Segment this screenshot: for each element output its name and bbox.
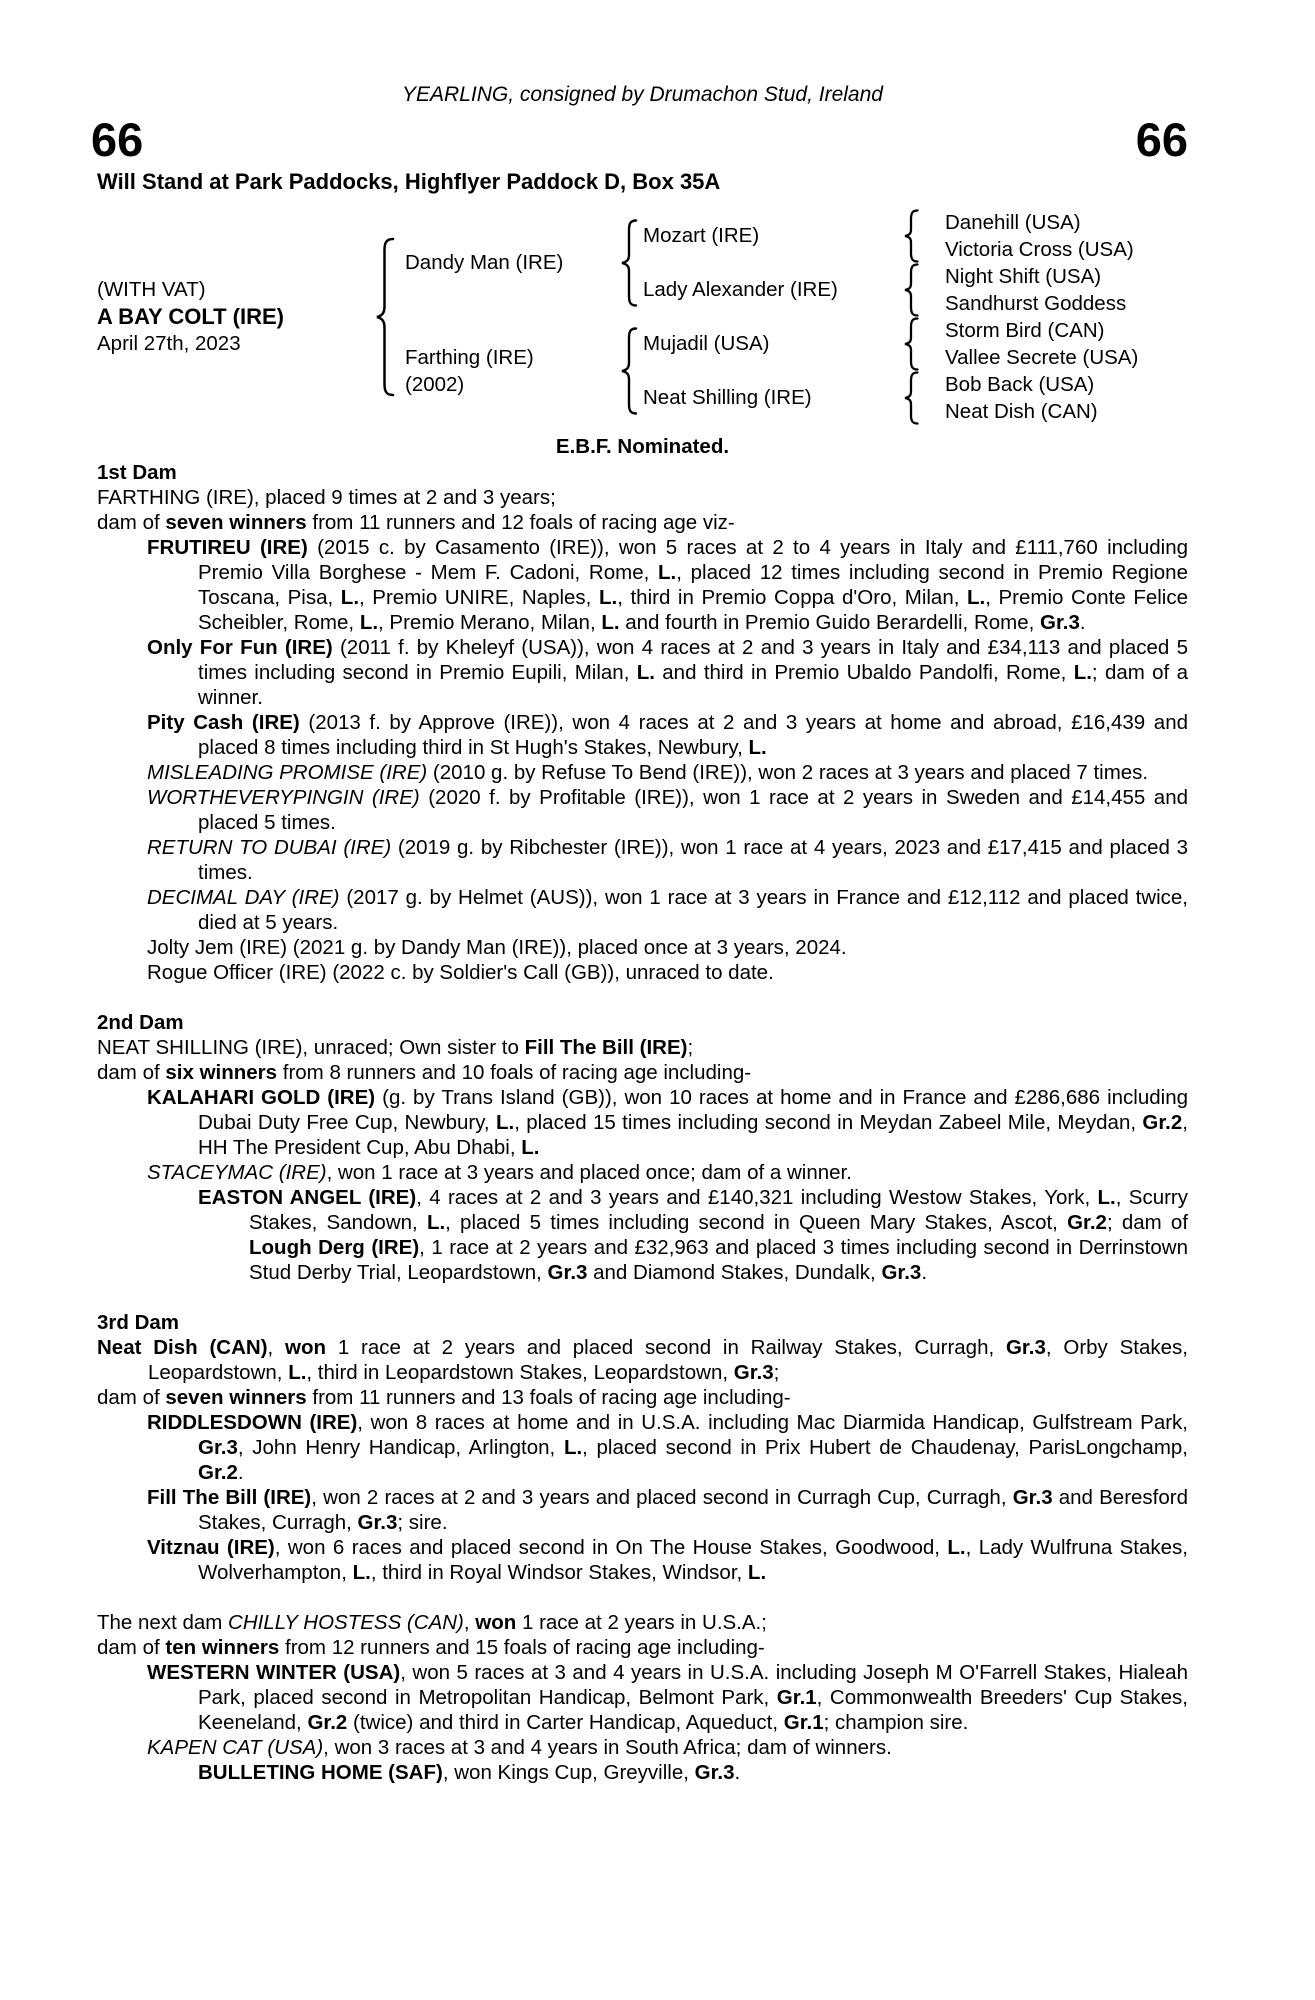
- catalogue-paragraph: [147, 1085, 1188, 1160]
- text-run: , won 1 race at 3 years and placed once; dam of a winner.: [326, 1161, 852, 1184]
- bold-text-run: L.: [563, 1436, 583, 1459]
- lot-number-right: 66: [1135, 113, 1188, 166]
- bold-text-run: L.: [521, 1136, 540, 1159]
- pedigree-brace-gen1: [375, 237, 395, 397]
- text-run: dam of: [97, 1061, 166, 1084]
- bold-text-run: Fill The Bill (IRE): [147, 1486, 312, 1509]
- catalogue-paragraph: [97, 1610, 1188, 1635]
- text-run: , John Henry Handicap, Arlington,: [237, 1436, 564, 1459]
- text-run: ; sire.: [397, 1511, 448, 1534]
- catalogue-paragraph: [147, 1660, 1188, 1735]
- text-run: , third in Royal Windsor Stakes, Windsor,: [370, 1561, 748, 1584]
- text-run: (2015 c. by Casamento (IRE)), won 5 races at 2 to 4 years in Italy and £111,760 including Premio Villa Borghese - Mem F. Cadoni, Rome,: [198, 536, 1188, 584]
- catalogue-paragraph: [147, 885, 1188, 935]
- bold-text-run: Gr.3: [198, 1436, 238, 1459]
- horse-title: A BAY COLT (IRE): [97, 304, 285, 329]
- catalogue-paragraph: [97, 1335, 1188, 1385]
- bold-text-run: Gr.3: [1012, 1486, 1053, 1509]
- bold-text-run: L.: [352, 1561, 371, 1584]
- dam-dam-name: Neat Shilling (IRE): [643, 386, 812, 409]
- bold-text-run: Gr.2: [307, 1711, 348, 1734]
- text-run: , Premio Conte Felice Scheibler, Rome,: [198, 586, 1188, 634]
- catalogue-paragraph: [147, 835, 1188, 885]
- bold-text-run: EASTON ANGEL (IRE): [198, 1186, 417, 1209]
- catalogue-paragraph: [97, 510, 1188, 535]
- pedigree-brace-sire: [620, 219, 638, 307]
- catalogue-paragraph: [97, 1035, 1188, 1060]
- bold-text-run: Gr.2: [1142, 1111, 1183, 1134]
- catalogue-paragraph: [97, 485, 1188, 510]
- text-run: , placed 15 times including second in Meydan Zabeel Mile, Meydan,: [514, 1111, 1143, 1134]
- text-run: , won Kings Cup, Greyville,: [442, 1761, 695, 1784]
- bold-text-run: L.: [967, 586, 986, 609]
- bold-text-run: won: [285, 1336, 327, 1359]
- text-run: , won 3 races at 3 and 4 years in South Africa; dam of winners.: [323, 1736, 892, 1759]
- bold-text-run: Gr.3: [1005, 1336, 1046, 1359]
- bold-text-run: Gr.3: [547, 1261, 588, 1284]
- text-run: dam of: [97, 1386, 166, 1409]
- great-grandparent-name: Vallee Secrete (USA): [945, 346, 1139, 369]
- catalogue-paragraph: [147, 1160, 1188, 1185]
- pedigree-brace-dam: [620, 327, 638, 415]
- bold-text-run: six winners: [165, 1061, 278, 1084]
- text-run: Jolty Jem (IRE) (2021 g. by Dandy Man (IRE)), placed once at 3 years, 2024.: [147, 936, 847, 959]
- great-grandparent-name: Storm Bird (CAN): [945, 319, 1105, 342]
- bold-text-run: L.: [340, 586, 360, 609]
- italic-text-run: MISLEADING PROMISE (IRE): [147, 761, 428, 784]
- bold-text-run: won: [475, 1611, 517, 1634]
- italic-text-run: CHILLY HOSTESS (CAN): [228, 1611, 464, 1634]
- section-heading: 3rd Dam: [97, 1311, 180, 1334]
- text-run: , Premio Merano, Milan,: [378, 611, 602, 634]
- italic-text-run: WORTHEVERYPINGIN (IRE): [147, 786, 420, 809]
- lot-number-left: 66: [91, 113, 144, 166]
- dam-name: Farthing (IRE): [405, 346, 534, 369]
- bold-text-run: L.: [495, 1111, 515, 1134]
- text-run: dam of: [97, 511, 166, 534]
- text-run: NEAT SHILLING (IRE), unraced; Own sister to: [97, 1036, 525, 1059]
- text-run: ,: [267, 1336, 286, 1359]
- ebf-nomination-note: E.B.F. Nominated.: [555, 435, 730, 458]
- catalogue-paragraph: [147, 635, 1188, 710]
- text-run: , won 5 races at 3 and 4 years in U.S.A. including Joseph M O'Farrell Stakes, Hialeah Park, placed second in Metropolitan Handicap, Belmont Park,: [198, 1661, 1188, 1709]
- text-run: ; dam of a winner.: [198, 661, 1188, 709]
- catalogue-paragraph: [147, 960, 1188, 985]
- bold-text-run: ten winners: [165, 1636, 280, 1659]
- section-heading: 1st Dam: [97, 461, 177, 484]
- catalogue-paragraph: [198, 1760, 1188, 1785]
- vat-note: (WITH VAT): [97, 278, 206, 301]
- text-run: (2011 f. by Kheleyf (USA)), won 4 races at 2 and 3 years in Italy and £34,113 and placed 5 times including second in Premio Eupili, Milan,: [198, 636, 1188, 684]
- text-run: and third in Premio Ubaldo Pandolfi, Rome,: [654, 661, 1074, 684]
- italic-text-run: STACEYMAC (IRE): [147, 1161, 327, 1184]
- text-run: , 4 races at 2 and 3 years and £140,321 including Westow Stakes, York,: [416, 1186, 1098, 1209]
- text-run: .: [237, 1461, 244, 1484]
- bold-text-run: WESTERN WINTER (USA): [147, 1661, 401, 1684]
- text-run: (2010 g. by Refuse To Bend (IRE)), won 2 races at 3 years and placed 7 times.: [427, 761, 1149, 784]
- great-grandparent-name: Neat Dish (CAN): [945, 400, 1098, 423]
- consignment-line: YEARLING, consigned by Drumachon Stud, Ireland: [402, 83, 883, 106]
- catalogue-paragraph: [97, 1635, 1188, 1660]
- bold-text-run: L.: [288, 1361, 307, 1384]
- bold-text-run: L.: [748, 736, 767, 759]
- catalogue-paragraph: [198, 1185, 1189, 1285]
- catalogue-paragraph: [147, 710, 1188, 760]
- bold-text-run: Gr.3: [1040, 611, 1080, 634]
- lot-number-row: [91, 113, 1188, 166]
- bold-text-run: Gr.3: [881, 1261, 922, 1284]
- catalogue-section: [97, 1610, 1188, 1785]
- pedigree-brace-gg-1: [903, 209, 919, 263]
- dam-sire-name: Mujadil (USA): [643, 332, 770, 355]
- text-run: , 1 race at 2 years and £32,963 and placed 3 times including second in Derrinstown Stud Derby Trial, Leopardstown,: [249, 1236, 1188, 1284]
- text-run: .: [1079, 611, 1086, 634]
- dam-block: [405, 344, 534, 398]
- great-grandparent-name: Victoria Cross (USA): [945, 238, 1134, 261]
- text-run: , HH The President Cup, Abu Dhabi,: [198, 1111, 1188, 1159]
- text-run: , won 8 races at home and in U.S.A. including Mac Diarmida Handicap, Gulfstream Park,: [357, 1411, 1189, 1434]
- italic-text-run: KAPEN CAT (USA): [147, 1736, 324, 1759]
- catalogue-section: [97, 1310, 1188, 1585]
- catalogue-paragraph: [147, 1535, 1188, 1585]
- text-run: from 8 runners and 10 foals of racing age including-: [277, 1061, 752, 1084]
- bold-text-run: L.: [1097, 1186, 1116, 1209]
- text-run: (2020 f. by Profitable (IRE)), won 1 race at 2 years in Sweden and £14,455 and placed 5 times.: [198, 786, 1188, 834]
- text-run: , placed second in Prix Hubert de Chaudenay, ParisLongchamp,: [582, 1436, 1188, 1459]
- bold-text-run: KALAHARI GOLD (IRE): [147, 1086, 376, 1109]
- bold-text-run: Gr.1: [776, 1686, 817, 1709]
- catalogue-paragraph: [147, 785, 1188, 835]
- catalogue-paragraph: [97, 1060, 1188, 1085]
- text-run: from 12 runners and 15 foals of racing age including-: [279, 1636, 765, 1659]
- text-run: , Premio UNIRE, Naples,: [359, 586, 599, 609]
- text-run: from 11 runners and 13 foals of racing age including-: [306, 1386, 791, 1409]
- catalogue-paragraph: [147, 535, 1188, 635]
- sire-dam-name: Lady Alexander (IRE): [643, 278, 838, 301]
- bold-text-run: Fill The Bill (IRE): [524, 1036, 688, 1059]
- bold-text-run: Gr.2: [1067, 1211, 1107, 1234]
- dam-year: (2002): [405, 373, 465, 396]
- bold-text-run: RIDDLESDOWN (IRE): [147, 1411, 358, 1434]
- bold-text-run: BULLETING HOME (SAF): [198, 1761, 443, 1784]
- bold-text-run: Gr.1: [783, 1711, 824, 1734]
- subject-horse-block: [97, 276, 284, 357]
- text-run: dam of: [97, 1636, 166, 1659]
- text-run: ,: [463, 1611, 476, 1634]
- text-run: , won 6 races and placed second in On The House Stakes, Goodwood,: [274, 1536, 948, 1559]
- catalogue-section: [97, 460, 1188, 985]
- text-run: , won 2 races at 2 and 3 years and placed second in Curragh Cup, Curragh,: [311, 1486, 1013, 1509]
- text-run: ; dam of: [1106, 1211, 1189, 1234]
- text-run: from 11 runners and 12 foals of racing age viz-: [306, 511, 735, 534]
- bold-text-run: L.: [598, 586, 618, 609]
- catalogue-sections: [97, 460, 1188, 1785]
- catalogue-paragraph: [147, 1410, 1189, 1485]
- bold-text-run: L.: [658, 561, 677, 584]
- pedigree-brace-gg-2: [903, 263, 919, 317]
- catalogue-paragraph: [147, 935, 1188, 960]
- great-grandparent-name: Night Shift (USA): [945, 265, 1102, 288]
- pedigree-tree: [97, 209, 1188, 431]
- text-run: , third in Leopardstown Stakes, Leopardstown,: [306, 1361, 734, 1384]
- text-run: , third in Premio Coppa d'Oro, Milan,: [617, 586, 968, 609]
- text-run: 1 race at 2 years in U.S.A.;: [516, 1611, 767, 1634]
- italic-text-run: RETURN TO DUBAI (IRE): [147, 836, 392, 859]
- great-grandparent-name: Danehill (USA): [945, 211, 1081, 234]
- text-run: , Commonwealth Breeders' Cup Stakes, Keeneland,: [198, 1686, 1188, 1734]
- italic-text-run: DECIMAL DAY (IRE): [147, 886, 340, 909]
- bold-text-run: Only For Fun (IRE): [147, 636, 333, 659]
- bold-text-run: L.: [636, 661, 655, 684]
- pedigree-brace-gg-4: [903, 371, 919, 425]
- great-grandparent-name: Bob Back (USA): [945, 373, 1095, 396]
- great-grandparent-name: Sandhurst Goddess: [945, 292, 1127, 315]
- bold-text-run: Gr.3: [357, 1511, 398, 1534]
- bold-text-run: Neat Dish (CAN): [97, 1336, 268, 1359]
- text-run: , Orby Stakes, Leopardstown,: [148, 1336, 1188, 1384]
- text-run: (2019 g. by Ribchester (IRE)), won 1 race at 4 years, 2023 and £17,415 and placed 3 times.: [198, 836, 1188, 884]
- text-run: and Diamond Stakes, Dundalk,: [587, 1261, 882, 1284]
- bold-text-run: L.: [359, 611, 379, 634]
- text-run: ;: [687, 1036, 694, 1059]
- catalogue-paragraph: [147, 760, 1188, 785]
- text-run: .: [921, 1261, 928, 1284]
- bold-text-run: L.: [601, 611, 620, 634]
- bold-text-run: L.: [947, 1536, 966, 1559]
- text-run: , Lady Wulfruna Stakes, Wolverhampton,: [198, 1536, 1188, 1584]
- bold-text-run: FRUTIREU (IRE): [147, 536, 308, 559]
- sire-name: Dandy Man (IRE): [405, 251, 564, 274]
- text-run: (2017 g. by Helmet (AUS)), won 1 race at 3 years in France and £12,112 and placed twice, died at 5 years.: [198, 886, 1188, 934]
- text-run: ;: [773, 1361, 780, 1384]
- bold-text-run: L.: [1073, 661, 1092, 684]
- text-run: and Beresford Stakes, Curragh,: [198, 1486, 1188, 1534]
- section-heading: 2nd Dam: [97, 1011, 184, 1034]
- text-run: Rogue Officer (IRE) (2022 c. by Soldier's Call (GB)), unraced to date.: [147, 961, 774, 984]
- text-run: .: [734, 1761, 741, 1784]
- pedigree-brace-gg-3: [903, 317, 919, 371]
- great-grandparents-column: [945, 209, 1138, 425]
- bold-text-run: Vitznau (IRE): [147, 1536, 275, 1559]
- text-run: (2013 f. by Approve (IRE)), won 4 races at 2 and 3 years at home and abroad, £16,439 and placed 8 times including third in St Hugh's Stakes, Newbury,: [198, 711, 1188, 759]
- bold-text-run: seven winners: [165, 511, 307, 534]
- bold-text-run: Gr.3: [733, 1361, 774, 1384]
- text-run: , placed 5 times including second in Queen Mary Stakes, Ascot,: [445, 1211, 1068, 1234]
- text-run: , Scurry Stakes, Sandown,: [249, 1186, 1189, 1234]
- text-run: ; champion sire.: [823, 1711, 969, 1734]
- bold-text-run: Lough Derg (IRE): [249, 1236, 420, 1259]
- text-run: FARTHING (IRE), placed 9 times at 2 and 3 years;: [97, 486, 556, 509]
- catalogue-paragraph: [147, 1485, 1188, 1535]
- bold-text-run: seven winners: [165, 1386, 307, 1409]
- text-run: 1 race at 2 years and placed second in Railway Stakes, Curragh,: [326, 1336, 1006, 1359]
- foal-date: April 27th, 2023: [97, 332, 241, 355]
- text-run: The next dam: [97, 1611, 229, 1634]
- stand-location: Will Stand at Park Paddocks, Highflyer Paddock D, Box 35A: [97, 169, 721, 194]
- text-run: and fourth in Premio Guido Berardelli, Rome,: [619, 611, 1041, 634]
- sire-sire-name: Mozart (IRE): [643, 224, 760, 247]
- catalogue-paragraph: [97, 1385, 1188, 1410]
- bold-text-run: Gr.2: [198, 1461, 238, 1484]
- bold-text-run: Gr.3: [694, 1761, 735, 1784]
- bold-text-run: Pity Cash (IRE): [147, 711, 300, 734]
- text-run: , placed 12 times including second in Premio Regione Toscana, Pisa,: [198, 561, 1188, 609]
- catalogue-section: [97, 1010, 1188, 1285]
- bold-text-run: L.: [426, 1211, 446, 1234]
- text-run: (twice) and third in Carter Handicap, Aqueduct,: [347, 1711, 784, 1734]
- catalogue-paragraph: [147, 1735, 1188, 1760]
- bold-text-run: L.: [747, 1561, 767, 1584]
- text-run: (g. by Trans Island (GB)), won 10 races at home and in France and £286,686 including Dubai Duty Free Cup, Newbury,: [198, 1086, 1188, 1134]
